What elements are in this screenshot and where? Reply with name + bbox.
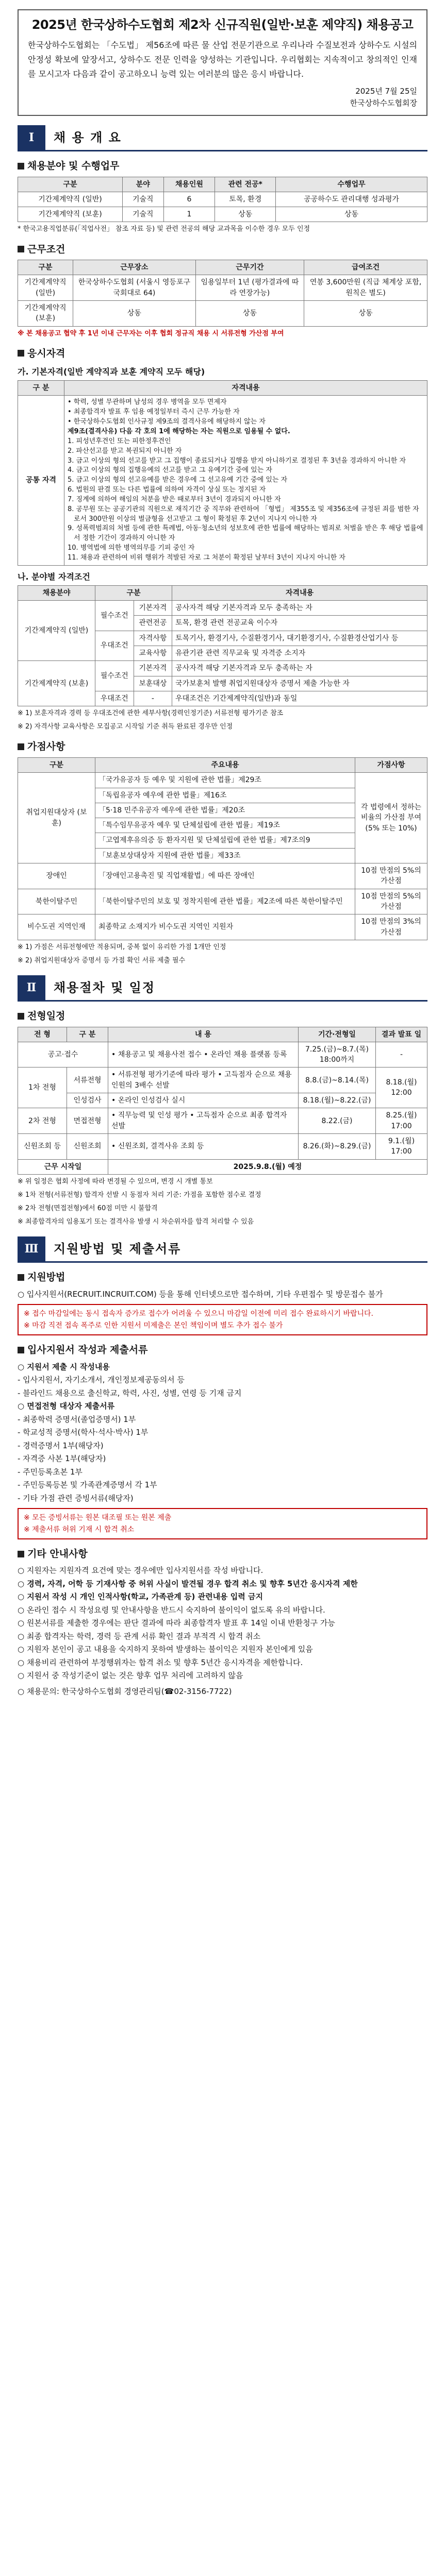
table-note: ※ 2) 자격사항 교육사항은 모집공고 시작일 기준 취득 완료된 경우만 인정 <box>18 723 233 731</box>
section-title: 채 용 개 요 <box>54 130 122 145</box>
recruitment-table: 구분 분야 채용인원 관련 전공* 수행업무 기간제계약직 (일반) 기술직 6 토목, 환경 공공하수도 관리대행 성과평가 기간제계약직 (보훈) 기술직 1 상동 상동 <box>18 177 427 223</box>
section-number: Ⅱ <box>18 975 45 1000</box>
table-row: 1차 전형 서류전형 • 서류전형 평가기준에 따라 평가 • 고득점자 순으로 채용인원의 3배수 선발 8.8.(금)~8.14.(목) 8.18.(월) 12:00 <box>18 1067 427 1093</box>
intro-paragraph: 한국상하수도협회는 「수도법」 제56조에 따른 물 산업 전문기관으로 우리나라 수질보전과 상하수도 시설의 안정성 확보에 앞장서고, 상하수도 전문 인력을 양성하는 기관입니다. 우리협회는 지속적이고 창의적인 인재를 모시고자 다음과 같이 공고하오니 능력 있는 여러분의 많은 응시 바랍니다. <box>28 40 417 79</box>
apply-method <box>18 1288 427 1301</box>
table-row: 보훈대상 국가보훈처 발행 취업지원대상자 증명서 제출 가능한 자 <box>18 676 427 691</box>
table-row: 「보훈보상대상자 지원에 관한 법률」제33조 <box>18 848 427 863</box>
contact-info: ○ 채용문의: 한국상하수도협회 경영관리팀(☎02-3156-7722) <box>18 1686 232 1696</box>
table-row: 신원조회 등 신원조회 • 신원조회, 결격사유 조회 등 8.26.(화)~8.29.(금) 9.1.(월) 17:00 <box>18 1133 427 1159</box>
announcement-header <box>18 9 427 116</box>
table-row: 「5·18 민주유공자 예우에 관한 법률」제20조 <box>18 803 427 818</box>
page-title: 2025년 한국상하수도협회 제2차 신규직원(일반·보훈 제약직) 채용공고 <box>31 18 414 32</box>
table-note: ※ 2차 전형(면접전형)에서 60점 미만 시 불합격 <box>18 1205 158 1213</box>
section-header-3 <box>18 1236 427 1263</box>
table-note: ※ 1차 전형(서류전형) 합격자 선발 시 동점자 처리 기준: 가점을 포함한 점수로 결정 <box>18 1191 261 1199</box>
documents-list: ○ 지원서 제출 시 작성내용 - 입사지원서, 자기소개서, 개인정보제공동의서 등 - 블라인드 채용으로 출신학교, 학력, 사진, 성별, 연령 등 기재 금지 ○ 면접전형 대상자 제출서류 - 최종학력 증명서(졸업증명서) 1부 - 학교성적 증명서(학사·석사·박사) 1부 - 경력증명서 1부(해당자) - 자격증 사본 1부(해당자) - 주민등록초본 1부 - 주민등록등본 및 가족관계증명서 각 1부 - 기타 가점 관련 증빙서류(해당자) <box>18 1362 242 1503</box>
table-row: 교육사항 유관기관 관련 직무교육 및 자격증 소지자 <box>18 646 427 660</box>
square-bullet-icon <box>18 163 24 170</box>
section-title: 지원방법 및 제출서류 <box>54 1242 182 1257</box>
announcement-org: 한국상하수도협회장 <box>350 98 417 108</box>
table-row: 기간제계약직 (보훈) 필수조건 기본자격 공사자격 해당 기본자격과 모두 충족하는 자 <box>18 661 427 676</box>
table-row: 기간제계약직 (일반) 기술직 6 토목, 환경 공공하수도 관리대행 성과평가 <box>18 192 427 207</box>
schedule-table: 전 형 구 분 내 용 기간·전형일 결과 발표 일 공고·접수 • 채용공고 및 채용사전 접수 • 온라인 채용 플랫폼 등록 7.25.(금)~8.7.(목) 18:00까지 - 1차 전형 서류전형 • 서류전형 평가기준에 따라 평가 • 고득점자 순으로 채용인원의 3배수 선발 8.8.(금)~8.14.(목) 8.18.(월) 12:00 인성검사 • 온라인 인성검사 실시 8.18.(월)~8.22.(금) 2차 전형 면접전형 • 직무능력 및 인성 평가 • 고득점자 순으로 최종 합격자 선발 8.22.(금) 8.25.(월) 17:00 신원조회 등 신원조회 • 신원조회, 결격사유 조회 등 8.26.(화)~8.29.(금) 9.1.(월) 17:00 근무 시작일 2025.9.8.(월) 예정 <box>18 1027 427 1175</box>
table-row: 관련전공 토목, 환경 관련 전공교육 이수자 <box>18 616 427 631</box>
table-row: 장애인 「장애인고용촉진 및 직업재활법」에 따른 장애인 10점 만점의 5%의 가산점 <box>18 863 427 889</box>
square-bullet-icon <box>18 350 24 357</box>
paragraph-heading: 나. 분야별 자격조건 <box>18 571 90 582</box>
table-row: 「특수임무유공자 예우 및 단체설립에 관한 법률」제19조 <box>18 818 427 833</box>
table-note: ※ 1) 보훈자격과 경력 등 우대조건에 관한 세부사항(경력인정기준) 서류전형 평가기준 참조 <box>18 709 284 718</box>
table-note: ※ 2) 취업지원대상자 증명서 등 가점 확인 서류 제출 필수 <box>18 956 186 964</box>
subsection-title: 기타 안내사항 <box>18 1547 427 1562</box>
table-row: 기간제계약직 (일반) 한국상하수도협회 (서울시 영등포구 국회대로 64) 임용일부터 1년 (평가결과에 따라 연장가능) 연봉 3,600만원 (직급 체계상 포함, 원칙은 별도) <box>18 275 427 301</box>
square-bullet-icon <box>18 1013 24 1020</box>
subsection-title: 가점사항 <box>18 739 427 754</box>
table-row: 북한이탈주민 「북한이탈주민의 보호 및 정착지원에 관한 법률」제2조에 따른 북한이탈주민 10점 만점의 5%의 가산점 <box>18 889 427 914</box>
square-bullet-icon <box>18 743 24 750</box>
table-row: 취업지원대상자 (보훈) 「국가유공자 등 예우 및 지원에 관한 법률」제29조 각 법령에서 정하는 비율의 가산점 부여 (5% 또는 10%) <box>18 773 427 788</box>
conditions-table: 구분 근무장소 근무기간 급여조건 기간제계약직 (일반) 한국상하수도협회 (서울시 영등포구 국회대로 64) 임용일부터 1년 (평가결과에 따라 연장가능) 연봉 3,600만원 (직급 체계상 포함, 원칙은 별도) 기간제계약직 (보훈) 상동 상동 상동 <box>18 260 427 326</box>
etc-list: ○ 지원자는 지원자격 요건에 맞는 경우에만 입사지원서를 작성 바랍니다. ○ 경력, 자격, 어학 등 기재사항 중 허위 사실이 발견될 경우 합격 취소 및 향후 5년간 응시자격 제한 ○ 지원서 작성 시 개인 인적사항(학교, 가족관계 등) 관련내용 입력 금지 ○ 온라인 접수 시 작성요령 및 안내사항을 반드시 숙지하여 불이익이 없도록 유의 바랍니다. ○ 원본서류를 제출한 경우에는 판단 결과에 따라 최종합격자 발표 후 14일 이내 반환청구 가능 ○ 최종 합격자는 학력, 경력 등 관계 서류 확인 결과 부적격 시 합격 취소 ○ 지원자 본인이 공고 내용을 숙지하지 못하여 발생하는 불이익은 지원자 본인에게 있음 ○ 채용비리 관련하여 부정행위자는 합격 취소 및 향후 5년간 응시자격을 제한합니다. ○ 지원서 중 작성기준이 없는 것은 향후 업무 처리에 고려하지 않음 <box>18 1566 358 1681</box>
table-row: 기간제계약직 (보훈) 기술직 1 상동 상동 <box>18 207 427 222</box>
table-row: 우대조건 자격사항 토목기사, 환경기사, 수질환경기사, 대기환경기사, 수질환경산업기사 등 <box>18 631 427 646</box>
table-note: ※ 위 일정은 협회 사정에 따라 변경될 수 있으며, 변경 시 개별 통보 <box>18 1177 213 1185</box>
warning-box: ※ 접수 마감일에는 동시 접속자 증가로 접수가 어려울 수 있으니 마감일 이전에 미리 접수 완료하시기 바랍니다. ※ 마감 직전 접속 폭주로 인한 지원서 미제출은 본인 책임이며 별도 추가 접수 불가 <box>18 1304 427 1335</box>
table-note: * 한국고용직업분류(「직업사전」 참조 자료 등) 및 관련 전공의 해당 교과목을 이수한 경우 모두 인정 <box>18 225 310 233</box>
table-row: 공통 자격 • 학력, 성별 무관하며 남성의 경우 병역을 모두 면제자 • 최종합격자 발표 후 임용 예정일부터 즉시 근무 가능한 자 • 한국상하수도협회 인사규정 제9조의 결격사유에 해당하지 않는 자 제9조(결격사유) 다음 각 호의 1에 해당하는 자는 직원으로 임용될 수 없다. 1. 피성년후견인 또는 피한정후견인 2. 파산선고를 받고 복권되지 아니한 자 3. 금고 이상의 형의 선고를 받고 그 집행이 종료되거나 집행을 받지 아니하기로 결정된 후 3년을 경과하지 아니한 자 4. 금고 이상의 형의 집행유예의 선고를 받고 그 유예기간 중에 있는 자 5. 금고 이상의 형의 선고유예를 받은 경우에 그 선고유예 기간 중에 있는 자 6. 법원의 판결 또는 다른 법률에 의하여 자격이 상실 또는 정지된 자 7. 징계에 의하여 해임의 처분을 받은 때로부터 3년이 경과되지 아니한 자 8. 공무원 또는 공공기관의 직원으로 재직기간 중 직무와 관련하여 「형법」 제355조 및 제356조에 규정된 죄를 범한 자로서 300만원 이상의 벌금형을 선고받고 그 형이 확정된 후 2년이 지나지 아니한 자 9. 성폭력범죄의 처벌 등에 관한 특례법, 아동·청소년의 성보호에 관한 법률에 해당하는 범죄로 처벌을 받은 후 해당 법률에서 정한 기간이 경과하지 아니한 자 10. 병역법에 의한 병역의무를 기피 중인 자 11. 채용과 관련하여 비위 행위가 적발된 자로 그 처분이 확정된 날부터 3년이 지나지 아니한 자 <box>18 396 427 565</box>
table-row: 비수도권 지역인재 최종학교 소재지가 비수도권 지역인 지원자 10점 만점의 3%의 가산점 <box>18 914 427 940</box>
section-header-2 <box>18 975 427 1002</box>
subsection-title: 지원방법 <box>18 1270 427 1285</box>
table-row: 기간제계약직 (일반) 필수조건 기본자격 공사자격 해당 기본자격과 모두 충족하는 자 <box>18 601 427 616</box>
subsection-title: 응시자격 <box>18 346 427 361</box>
square-bullet-icon <box>18 1551 24 1557</box>
table-row: 인성검사 • 온라인 인성검사 실시 8.18.(월)~8.22.(금) <box>18 1093 427 1108</box>
table-note: ※ 1) 가점은 서류전형에만 적용되며, 중복 없이 유리한 가점 1개만 인정 <box>18 943 226 951</box>
announcement-date: 2025년 7월 25일 <box>355 87 417 96</box>
table-row: 「고엽제후유의증 등 환자지원 및 단체설립에 관한 법률」제7조의9 <box>18 833 427 848</box>
subsection-title: 채용분야 및 수행업무 <box>18 159 427 174</box>
square-bullet-icon <box>18 1274 24 1281</box>
warning-box: ※ 모든 증빙서류는 원본 대조필 또는 원본 제출 ※ 제출서류 허위 기재 시 합격 취소 <box>18 1508 427 1539</box>
table-note: ※ 본 채용공고 협약 후 1년 이내 근무자는 이후 협회 정규직 채용 시 서류전형 가산점 부여 <box>18 329 284 337</box>
section-number: Ⅲ <box>18 1236 45 1261</box>
square-bullet-icon <box>18 1347 24 1353</box>
subsection-title: 입사지원서 작성과 제출서류 <box>18 1343 427 1358</box>
table-row: 기간제계약직 (보훈) 상동 상동 상동 <box>18 300 427 326</box>
section-header-1 <box>18 125 427 151</box>
field-eligibility-table: 채용분야 구분 자격내용 기간제계약직 (일반) 필수조건 기본자격 공사자격 해당 기본자격과 모두 충족하는 자 관련전공 토목, 환경 관련 전공교육 이수자 우대조건 자격사항 토목기사, 환경기사, 수질환경기사, 대기환경기사, 수질환경산업기사 등 교육사항 유관기관 관련 직무교육 및 자격증 소지자 기간제계약직 (보훈) 필수조건 기본자격 공사자격 해당 기본자격과 모두 충족하는 자 보훈대상 국가보훈처 발행 취업지원대상자 증명서 제출 가능한 자 우대조건 - 우대조건은 기간제계약직(일반)과 동일 <box>18 585 427 706</box>
table-row: 우대조건 - 우대조건은 기간제계약직(일반)과 동일 <box>18 691 427 706</box>
eligibility-table: 구 분 자격내용 공통 자격 • 학력, 성별 무관하며 남성의 경우 병역을 모두 면제자 • 최종합격자 발표 후 임용 예정일부터 즉시 근무 가능한 자 • 한국상하수도협회 인사규정 제9조의 결격사유에 해당하지 않는 자 제9조(결격사유) 다음 각 호의 1에 해당하는 자는 직원으로 임용될 수 없다. 1. 피성년후견인 또는 피한정후견인 2. 파산선고를 받고 복권되지 아니한 자 3. 금고 이상의 형의 선고를 받고 그 집행이 종료되거나 집행을 받지 아니하기로 결정된 후 3년을 경과하지 아니한 자 4. 금고 이상의 형의 집행유예의 선고를 받고 그 유예기간 중에 있는 자 5. 금고 이상의 형의 선고유예를 받은 경우에 그 선고유예 기간 중에 있는 자 6. 법원의 판결 또는 다른 법률에 의하여 자격이 상실 또는 정지된 자 7. 징계에 의하여 해임의 처분을 받은 때로부터 3년이 경과되지 아니한 자 8. 공무원 또는 공공기관의 직원으로 재직기간 중 직무와 관련하여 「형법」 제355조 및 제356조에 규정된 죄를 범한 자로서 300만원 이상의 벌금형을 선고받고 그 형이 확정된 후 2년이 지나지 아니한 자 9. 성폭력범죄의 처벌 등에 관한 특례법, 아동·청소년의 성보호에 관한 법률에 해당하는 범죄로 처벌을 받은 후 해당 법률에서 정한 기간이 경과하지 아니한 자 10. 병역법에 의한 병역의무를 기피 중인 자 11. 채용과 관련하여 비위 행위가 적발된 자로 그 처분이 확정된 날부터 3년이 지나지 아니한 자 <box>18 380 427 566</box>
table-row: 공고·접수 • 채용공고 및 채용사전 접수 • 온라인 채용 플랫폼 등록 7.25.(금)~8.7.(목) 18:00까지 - <box>18 1042 427 1067</box>
paragraph-heading: 가. 기본자격(일반 계약직과 보훈 계약직 모두 해당) <box>18 367 205 377</box>
table-row: 「독립유공자 예우에 관한 법률」제16조 <box>18 788 427 803</box>
subsection-title: 근무조건 <box>18 242 427 257</box>
date-org <box>28 86 417 109</box>
section-title: 채용절차 및 일정 <box>54 980 155 995</box>
section-number: Ⅰ <box>18 125 45 150</box>
table-row: 근무 시작일 2025.9.8.(월) 예정 <box>18 1159 427 1174</box>
square-bullet-icon <box>18 246 24 252</box>
subsection-title: 전형일정 <box>18 1009 427 1024</box>
table-note: ※ 최종합격자의 임용포기 또는 결격사유 발생 시 차순위자를 합격 처리할 수 있음 <box>18 1218 254 1226</box>
table-row: 2차 전형 면접전형 • 직무능력 및 인성 평가 • 고득점자 순으로 최종 합격자 선발 8.22.(금) 8.25.(월) 17:00 <box>18 1108 427 1134</box>
bonus-table: 구분 주요내용 가점사항 취업지원대상자 (보훈) 「국가유공자 등 예우 및 지원에 관한 법률」제29조 각 법령에서 정하는 비율의 가산점 부여 (5% 또는 10%) 「독립유공자 예우에 관한 법률」제16조 「5·18 민주유공자 예우에 관한 법률」제20조 「특수임무유공자 예우 및 단체설립에 관한 법률」제19조 「고엽제후유의증 등 환자지원 및 단체설립에 관한 법률」제7조의9 「보훈보상대상자 지원에 관한 법률」제33조 장애인 「장애인고용촉진 및 직업재활법」에 따른 장애인 10점 만점의 5%의 가산점 북한이탈주민 「북한이탈주민의 보호 및 정착지원에 관한 법률」제2조에 따른 북한이탈주민 10점 만점의 5%의 가산점 비수도권 지역인재 최종학교 소재지가 비수도권 지역인 지원자 10점 만점의 3%의 가산점 <box>18 757 427 940</box>
apply-method-text: ○ 입사지원서(RECRUIT.INCRUIT.COM) 등을 통해 인터넷으로만 접수하며, 기타 우편접수 및 방문접수 불가 <box>18 1289 383 1299</box>
